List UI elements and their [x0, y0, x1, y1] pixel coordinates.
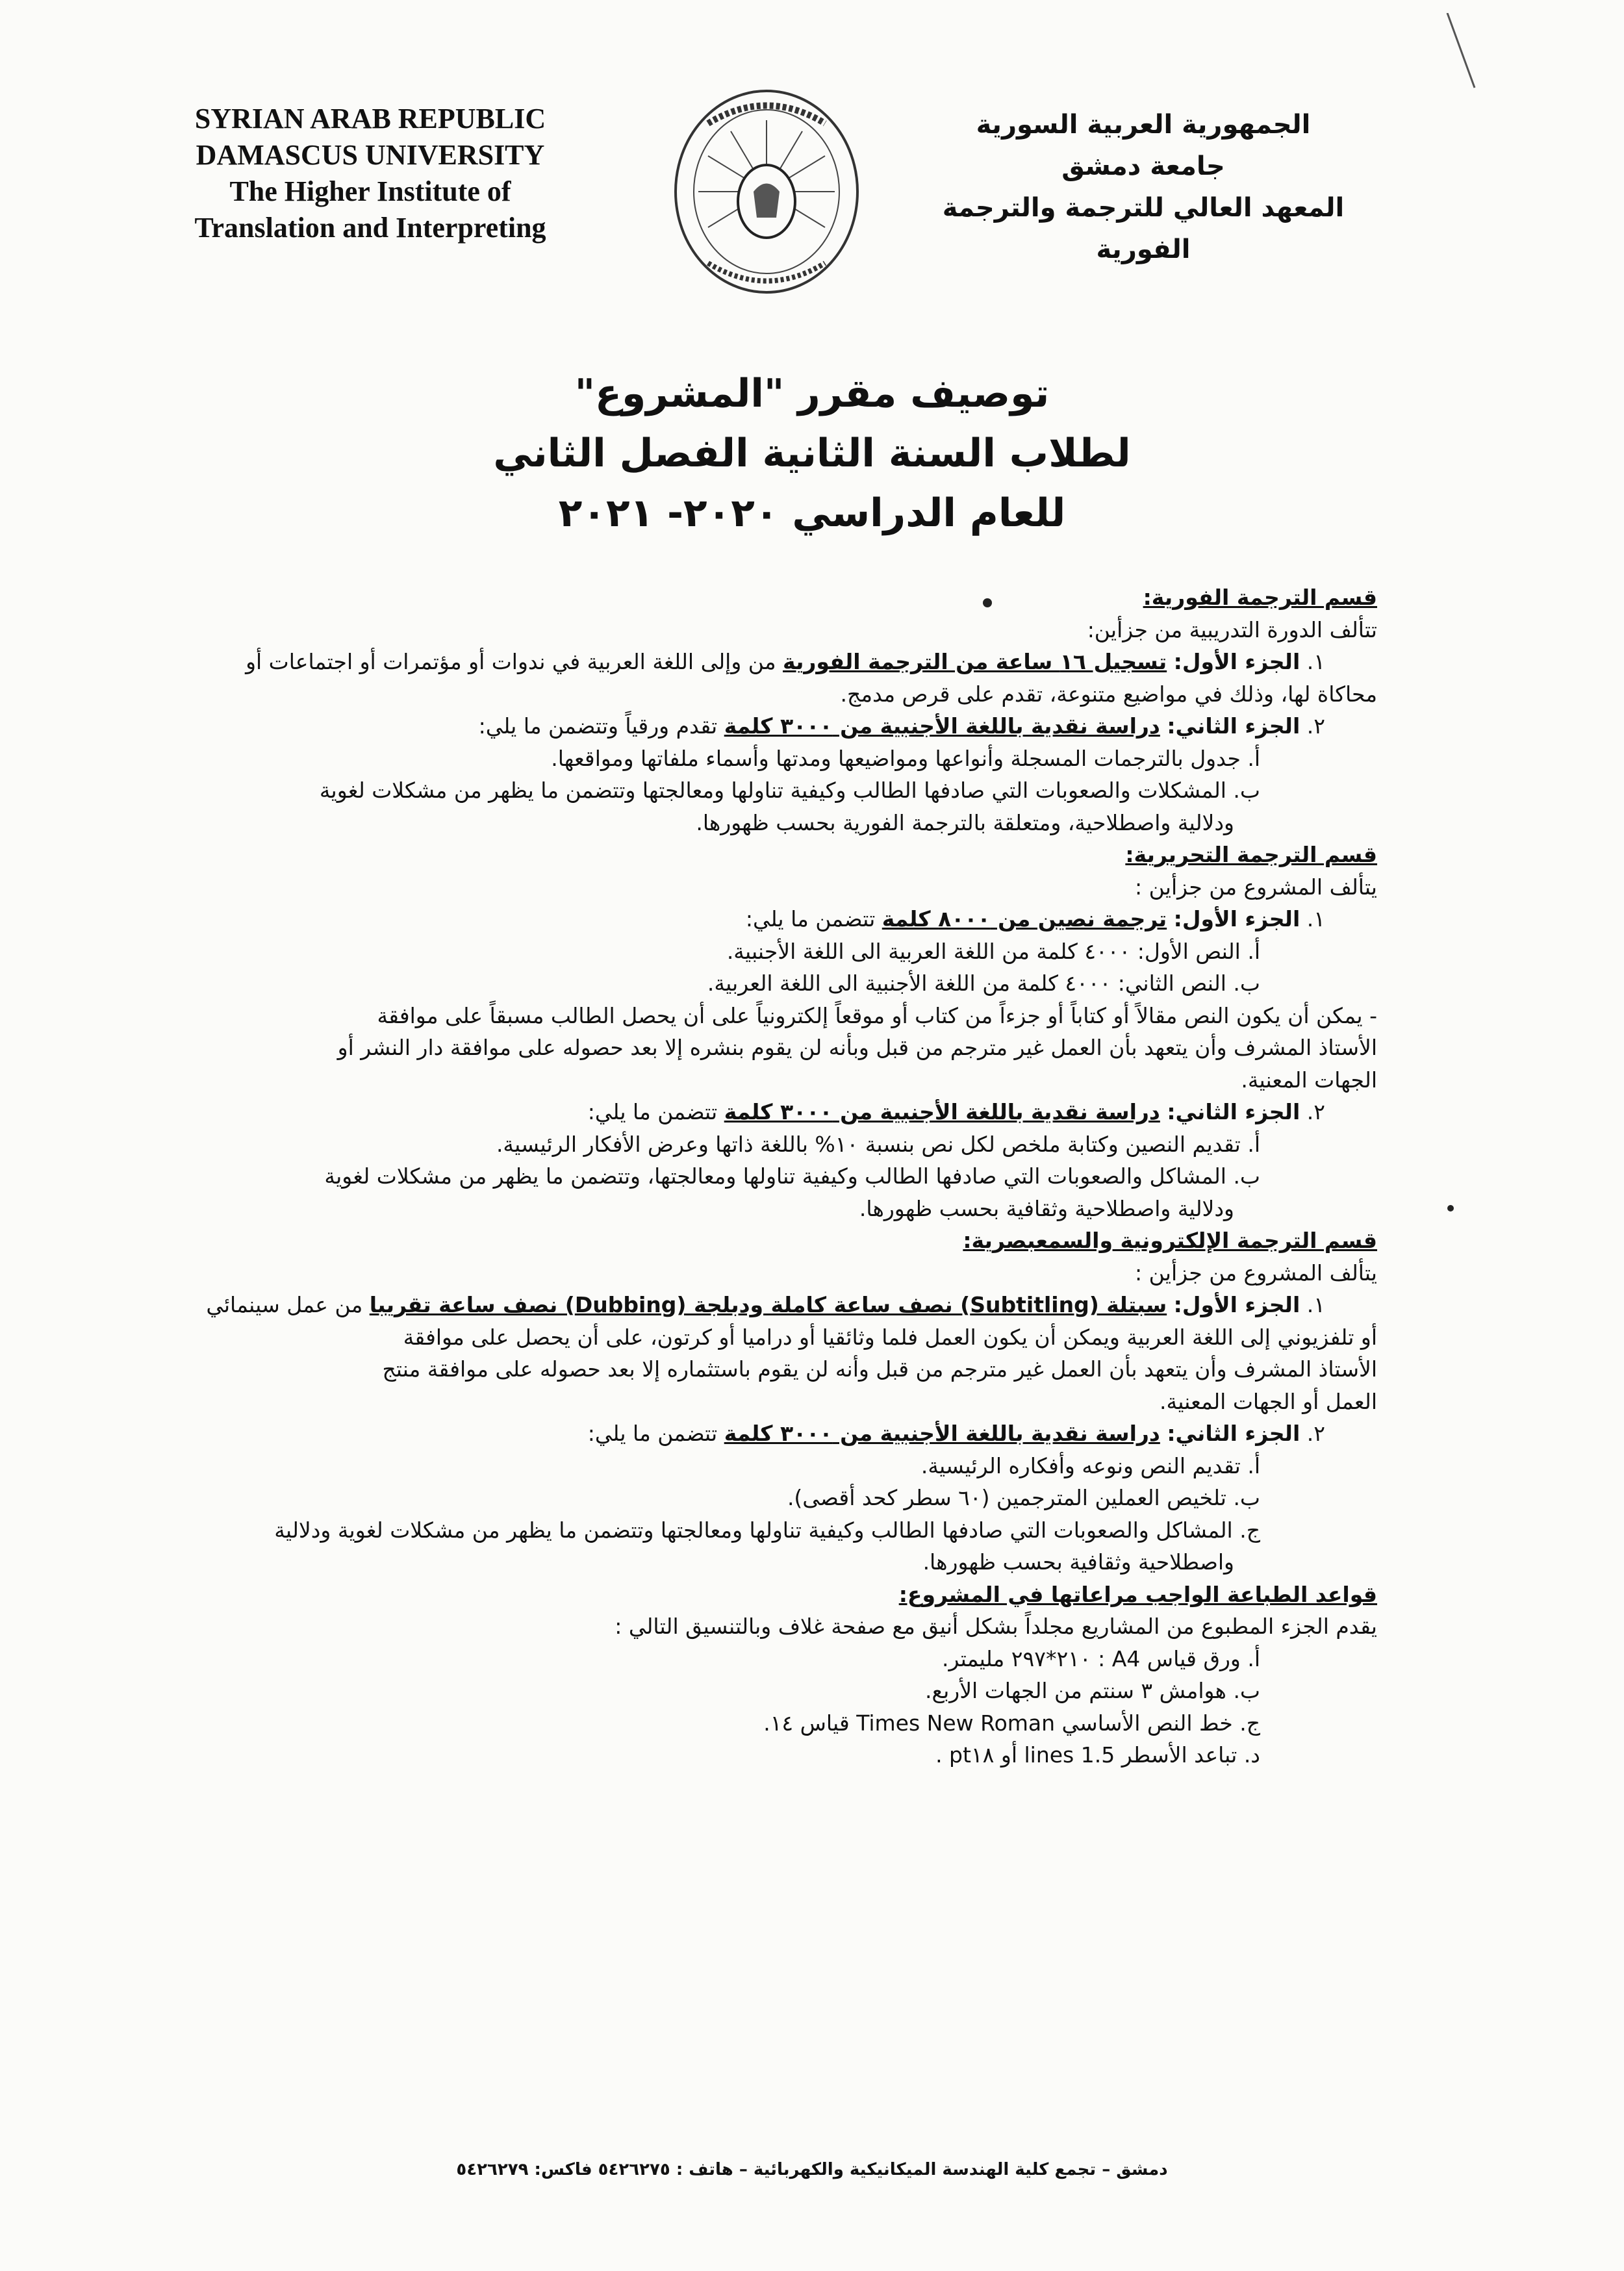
section-intro: يتألف المشروع من جزأين :	[1135, 874, 1377, 900]
scan-speck	[1447, 1205, 1454, 1212]
list-item-continuation: الأستاذ المشرف وأن يتعهد بأن العمل غير مترجم من قبل وأنه لن يقوم باستثماره إلا بعد حصوله على موافقة منتج	[382, 1356, 1377, 1382]
sub-item-continuation: ودلالية واصطلاحية وثقافية بحسب ظهورها.	[859, 1195, 1234, 1221]
sub-item-continuation: ودلالية واصطلاحية، ومتعلقة بالترجمة الفورية بحسب ظهورها.	[696, 809, 1234, 835]
note-continuation: الجهات المعنية.	[1241, 1067, 1377, 1093]
page-footer: دمشق – تجمع كلية الهندسة الميكانيكية والكهربائية – هاتف : ٥٤٢٦٢٧٥ فاكس: ٥٤٢٦٢٧٩	[456, 2160, 1168, 2179]
sub-item: أ. تقديم النص ونوعه وأفكاره الرئيسية.	[920, 1453, 1260, 1478]
list-item-continuation: أو تلفزيوني إلى اللغة العربية ويمكن أن يكون العمل فلما وثائقيا أو دراميا أو كرتون، على أن يحصل على موافقة	[403, 1324, 1377, 1350]
sub-item: ب. المشكلات والصعوبات التي صادفها الطالب وكيفية تناولها ومعالجتها وتتضمن ما يظهر من مشكلات لغوية	[319, 778, 1260, 803]
section-heading-electronic: قسم الترجمة الإلكترونية والسمعبصرية:	[963, 1228, 1377, 1253]
sub-item-continuation: واصطلاحية وثقافية بحسب ظهورها.	[922, 1549, 1234, 1575]
sub-item: أ. جدول بالترجمات المسجلة وأنواعها ومواضيعها ومدتها وأسماء ملفاتها ومواقعها.	[551, 745, 1260, 771]
list-item: ٢. الجزء الثاني: دراسة نقدية باللغة الأجنبية من ٣٠٠٠ كلمة تتضمن ما يلي:	[587, 1421, 1325, 1446]
section-intro: تتألف الدورة التدريبية من جزأين:	[1087, 616, 1377, 642]
header-english	[156, 101, 585, 246]
header-english-line: SYRIAN ARAB REPUBLIC	[194, 103, 546, 134]
list-item: ١. الجزء الأول: سبتلة (Subtitling) نصف ساعة كاملة ودبلجة (Dubbing) نصف ساعة تقريبا من عمل سينمائي	[206, 1292, 1325, 1317]
sub-item: ج. المشاكل والصعوبات التي صادفها الطالب وكيفية تناولها ومعالجتها وتتضمن ما يظهر من مشكلات لغوية ودلالية	[274, 1517, 1260, 1543]
header-arabic-line: المعهد العالي للترجمة والترجمة الفورية	[942, 193, 1345, 264]
sub-item: ج. خط النص الأساسي Times New Roman قياس ١٤.	[763, 1710, 1260, 1736]
header-arabic-line: جامعة دمشق	[1061, 151, 1225, 181]
sub-item: ب. النص الثاني: ٤٠٠٠ كلمة من اللغة الأجنبية الى اللغة العربية.	[707, 971, 1260, 996]
list-item-continuation: العمل أو الجهات المعنية.	[1160, 1388, 1377, 1414]
sub-item: د. تباعد الأسطر 1.5 lines أو pt١٨ .	[935, 1742, 1260, 1768]
header-arabic-line: الجمهورية العربية السورية	[976, 110, 1311, 140]
section-heading-printing: قواعد الطباعة الواجب مراعاتها في المشروع:	[898, 1581, 1377, 1607]
sub-item: ب. تلخيص العملين المترجمين (٦٠ سطر كحد أقصى).	[787, 1485, 1260, 1510]
sub-item: ب. هوامش ٣ سنتم من الجهات الأربع.	[925, 1678, 1260, 1703]
university-seal-logo	[669, 84, 864, 299]
list-item: ١. الجزء الأول: تسجيل ١٦ ساعة من الترجمة الفورية من وإلى اللغة العربية في ندوات أو مؤتمرات أو اجتماعات أو	[246, 649, 1325, 674]
list-item: ٢. الجزء الثاني: دراسة نقدية باللغة الأجنبية من ٣٠٠٠ كلمة تتضمن ما يلي:	[587, 1099, 1325, 1124]
list-item-continuation: محاكاة لها، وذلك في مواضيع متنوعة، تقدم على قرص مدمج.	[840, 681, 1377, 707]
section-intro: يتألف المشروع من جزأين :	[1135, 1260, 1377, 1286]
list-item: ٢. الجزء الثاني: دراسة نقدية باللغة الأجنبية من ٣٠٠٠ كلمة تقدم ورقياً وتتضمن ما يلي:	[478, 713, 1325, 739]
title-line: توصيف مقرر "المشروع"	[574, 371, 1050, 416]
scan-speck	[983, 598, 992, 607]
header-arabic	[909, 104, 1377, 270]
document-body	[130, 581, 1377, 1771]
sub-item: أ. ورق قياس A4 : ٢١٠*٢٩٧ مليمتر.	[941, 1645, 1260, 1671]
title-line: للعام الدراسي ٢٠٢٠- ٢٠٢١	[558, 490, 1066, 536]
sub-item: أ. النص الأول: ٤٠٠٠ كلمة من اللغة العربية الى اللغة الأجنبية.	[726, 938, 1260, 964]
scan-edge-mark	[1442, 13, 1481, 91]
section-intro: يقدم الجزء المطبوع من المشاريع مجلداً بشكل أنيق مع صفحة غلاف وبالتنسيق التالي :	[615, 1614, 1377, 1639]
sub-item: أ. تقديم النصين وكتابة ملخص لكل نص بنسبة ١٠% باللغة ذاتها وعرض الأفكار الرئيسية.	[496, 1131, 1260, 1157]
section-heading-interpreting: قسم الترجمة الفورية:	[1143, 585, 1377, 610]
document-title	[422, 364, 1202, 543]
sub-item: ب. المشاكل والصعوبات التي صادفها الطالب وكيفية تناولها ومعالجتها، وتتضمن ما يظهر من مشكلات لغوية	[324, 1163, 1260, 1189]
title-line: لطلاب السنة الثانية الفصل الثاني	[493, 431, 1131, 476]
note-continuation: الأستاذ المشرف وأن يتعهد بأن العمل غير مترجم من قبل وبأنه لن يقوم بنشره إلا بعد حصوله على موافقة دار النشر أو	[337, 1035, 1377, 1060]
header-english-line: The Higher Institute of	[229, 175, 511, 207]
list-item: ١. الجزء الأول: ترجمة نصين من ٨٠٠٠ كلمة تتضمن ما يلي:	[745, 906, 1325, 932]
section-heading-written: قسم الترجمة التحريرية:	[1125, 842, 1377, 867]
header-english-line: DAMASCUS UNIVERSITY	[196, 139, 545, 171]
note-text: - يمكن أن يكون النص مقالاً أو كتاباً أو جزءاً من كتاب أو موقعاً إلكترونياً على أن يحصل الطالب مسبقاً على موافقة	[377, 1002, 1377, 1028]
header-english-line: Translation and Interpreting	[194, 212, 546, 244]
